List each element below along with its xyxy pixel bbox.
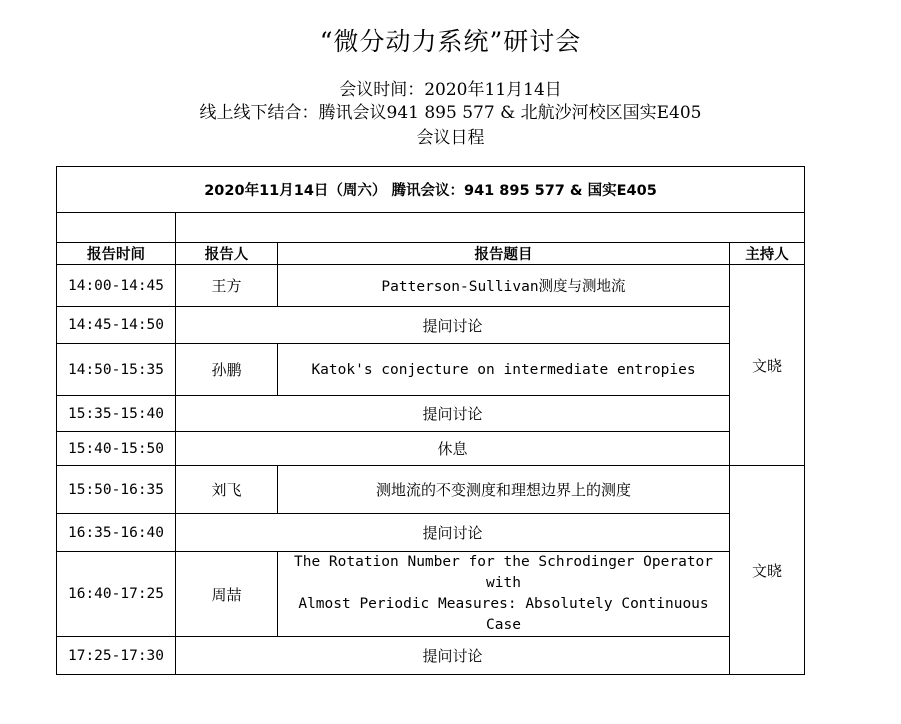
topic-cell: 提问讨论 — [176, 396, 730, 432]
topic-line: The Rotation Number for the Schrodinger Operator with — [293, 554, 714, 591]
blank-row — [57, 213, 805, 243]
table-row — [57, 265, 805, 307]
col-header-time: 报告时间 — [57, 243, 176, 265]
time-cell: 15:40-15:50 — [57, 432, 176, 466]
time-cell: 15:50-16:35 — [57, 466, 176, 514]
table-row — [57, 466, 805, 514]
agenda-heading: 会议日程 — [416, 128, 485, 148]
time-cell: 16:35-16:40 — [57, 514, 176, 552]
col-header-host: 主持人 — [730, 243, 805, 265]
speaker-cell: 王方 — [176, 265, 278, 307]
table-row — [57, 552, 805, 637]
host-cell: 文晓 — [730, 466, 805, 675]
blank-cell — [176, 213, 805, 243]
topic-cell: 测地流的不变测度和理想边界上的测度 — [278, 466, 730, 514]
topic-cell: 提问讨论 — [176, 514, 730, 552]
table-row — [57, 307, 805, 344]
col-header-topic: 报告题目 — [278, 243, 730, 265]
schedule-table — [56, 166, 805, 675]
time-cell: 14:50-15:35 — [57, 344, 176, 396]
time-cell: 16:40-17:25 — [57, 552, 176, 637]
time-cell: 14:00-14:45 — [57, 265, 176, 307]
table-row — [57, 637, 805, 675]
banner-row — [57, 167, 805, 213]
table-row — [57, 432, 805, 466]
speaker-cell: 刘飞 — [176, 466, 278, 514]
time-cell: 17:25-17:30 — [57, 637, 176, 675]
page-title: “微分动力系统”研讨会 — [319, 27, 582, 56]
table-row — [57, 514, 805, 552]
column-header-row — [57, 243, 805, 265]
topic-cell: Patterson-Sullivan测度与测地流 — [278, 265, 730, 307]
meeting-time: 会议时间：2020年11月14日 — [339, 80, 562, 100]
topic-cell — [278, 552, 730, 637]
time-cell: 14:45-14:50 — [57, 307, 176, 344]
table-row — [57, 396, 805, 432]
topic-line: Almost Periodic Measures: Absolutely Continuous Case — [298, 596, 709, 633]
topic-cell: 休息 — [176, 432, 730, 466]
col-header-speaker: 报告人 — [176, 243, 278, 265]
speaker-cell: 周喆 — [176, 552, 278, 637]
topic-cell: 提问讨论 — [176, 307, 730, 344]
blank-cell — [57, 213, 176, 243]
topic-cell: 提问讨论 — [176, 637, 730, 675]
time-cell: 15:35-15:40 — [57, 396, 176, 432]
meeting-venue: 线上线下结合：腾讯会议941 895 577 & 北航沙河校区国实E405 — [199, 103, 702, 123]
schedule-banner: 2020年11月14日（周六） 腾讯会议：941 895 577 & 国实E405 — [57, 167, 805, 213]
table-row — [57, 344, 805, 396]
topic-cell: Katok's conjecture on intermediate entropies — [278, 344, 730, 396]
host-cell: 文晓 — [730, 265, 805, 466]
speaker-cell: 孙鹏 — [176, 344, 278, 396]
